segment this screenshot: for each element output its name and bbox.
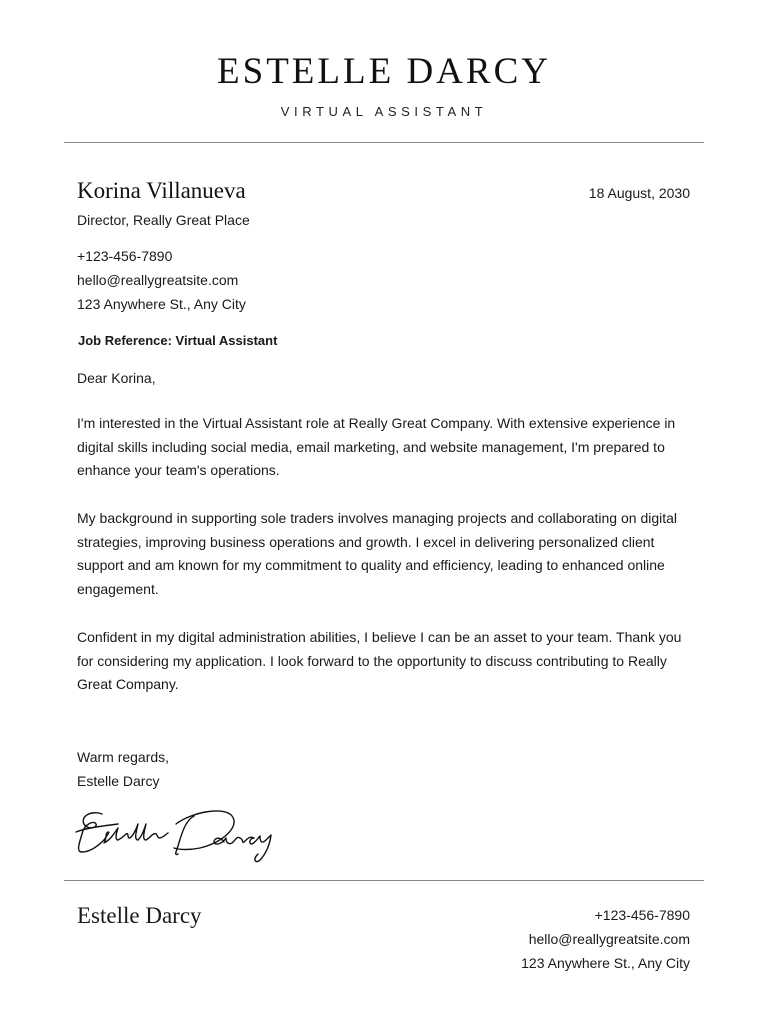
footer-name: Estelle Darcy [77, 903, 202, 928]
sender-name: Estelle Darcy [77, 773, 160, 789]
footer-email: hello@reallygreatsite.com [528, 931, 690, 947]
recipient-phone: +123-456-7890 [77, 248, 173, 264]
letter-date: 18 August, 2030 [588, 185, 690, 201]
closing: Warm regards, [77, 749, 170, 765]
body-paragraph-2: My background in supporting sole traders involves managing projects and collaborating on digital strategies, improving business operations and growth. I excel in delivering personalized client support and am known for my commitment to quality and efficiency, leading to enhanced online engagement. [77, 510, 678, 597]
footer-phone: +123-456-7890 [594, 907, 690, 923]
sender-name-heading: ESTELLE DARCY [217, 51, 551, 92]
footer-divider [64, 880, 704, 881]
body-paragraph-3: Confident in my digital administration abilities, I believe I can be an asset to your team. Thank you for considering my application. I look forward to the opportunity to discuss contributing to Really Great Company. [77, 629, 682, 692]
sender-job-title: VIRTUAL ASSISTANT [280, 104, 488, 119]
handwritten-signature [74, 802, 274, 864]
body-paragraph-1: I'm interested in the Virtual Assistant role at Really Great Company. With extensive experience in digital skills including social media, email marketing, and website management, I'm prepared to enhance your team's operations. [77, 415, 676, 478]
salutation: Dear Korina, [77, 370, 156, 386]
recipient-position: Director, Really Great Place [77, 212, 250, 228]
recipient-name: Korina Villanueva [77, 178, 246, 203]
recipient-address: 123 Anywhere St., Any City [77, 296, 246, 312]
footer-address: 123 Anywhere St., Any City [521, 955, 690, 971]
recipient-email: hello@reallygreatsite.com [77, 272, 239, 288]
header-divider [64, 142, 704, 143]
job-reference: Job Reference: Virtual Assistant [78, 333, 278, 348]
